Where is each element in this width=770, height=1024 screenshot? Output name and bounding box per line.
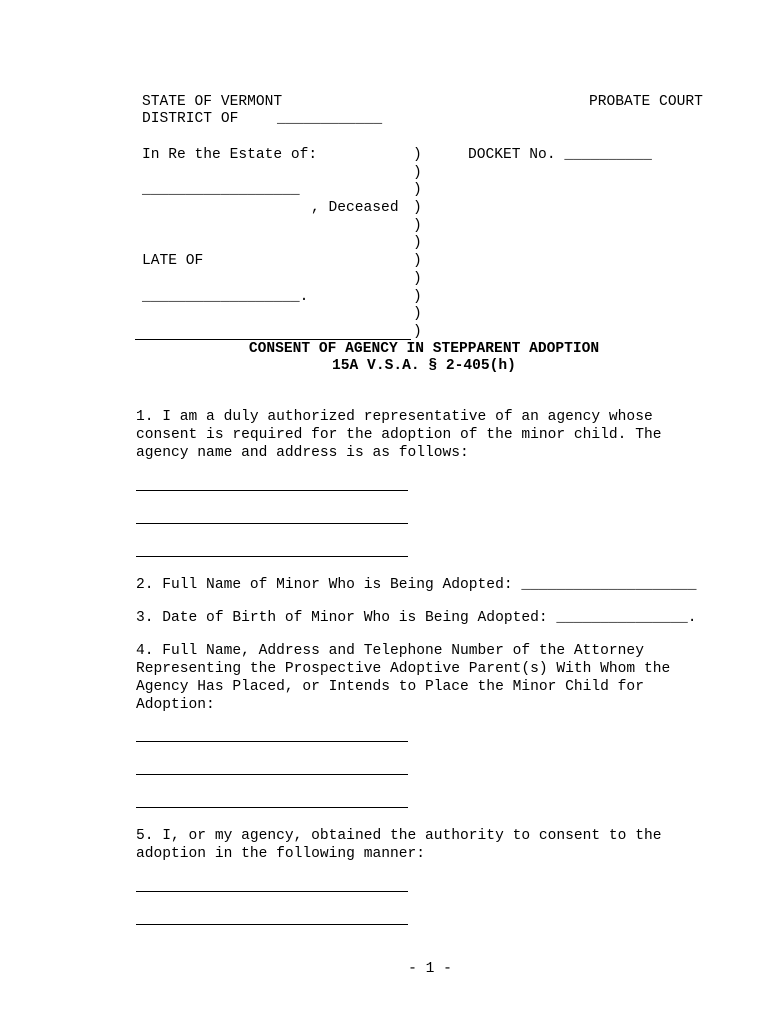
page-number: - 1 -	[408, 961, 452, 977]
item-2-minor-name[interactable]: 2. Full Name of Minor Who is Being Adopted: ____________________	[136, 577, 697, 593]
attorney-line[interactable]	[136, 741, 408, 742]
caption-paren: )	[413, 324, 422, 340]
attorney-line[interactable]	[136, 807, 408, 808]
document-title: CONSENT OF AGENCY IN STEPPARENT ADOPTION	[248, 341, 600, 357]
agency-address-line[interactable]	[136, 523, 408, 524]
district-blank[interactable]: ____________	[277, 111, 383, 127]
item-5-text: 5. I, or my agency, obtained the authority to consent to the adoption in the following manner:	[136, 828, 662, 862]
item-3-minor-dob[interactable]: 3. Date of Birth of Minor Who is Being Adopted: _______________.	[136, 610, 697, 626]
caption-paren: )	[413, 289, 422, 305]
caption-paren: )	[413, 218, 422, 234]
caption-paren: )	[413, 165, 422, 181]
caption-paren: )	[413, 147, 422, 163]
court-label: PROBATE COURT	[589, 94, 703, 110]
item-1-text: 1. I am a duly authorized representative of an agency whose consent is required for the adoption of the minor child. The agency name and address is as follows:	[136, 409, 662, 461]
district-label: DISTRICT OF	[142, 111, 239, 127]
late-of-label: LATE OF	[142, 253, 204, 269]
caption-paren: )	[413, 200, 422, 216]
in-re-label: In Re the Estate of:	[142, 147, 318, 163]
authority-line[interactable]	[136, 924, 408, 925]
deceased-label: , Deceased	[311, 200, 399, 216]
agency-address-line[interactable]	[136, 556, 408, 557]
state-label: STATE OF VERMONT	[142, 94, 283, 110]
caption-paren: )	[413, 271, 422, 287]
item-4-text: 4. Full Name, Address and Telephone Number of the Attorney Representing the Prospective Adoptive Parent(s) With Whom the Agency Has Placed, or Intends to Place the Minor Child for Adoption:	[136, 643, 671, 713]
attorney-line[interactable]	[136, 774, 408, 775]
late-of-blank[interactable]: __________________.	[142, 289, 309, 305]
caption-paren: )	[413, 235, 422, 251]
statute-citation: 15A V.S.A. § 2-405(h)	[332, 358, 516, 374]
authority-line[interactable]	[136, 891, 408, 892]
agency-name-line[interactable]	[136, 490, 408, 491]
caption-paren: )	[413, 253, 422, 269]
docket-number[interactable]: DOCKET No. __________	[468, 147, 652, 163]
estate-name-blank[interactable]: __________________	[142, 182, 300, 198]
caption-paren: )	[413, 182, 422, 198]
caption-paren: )	[413, 306, 422, 322]
